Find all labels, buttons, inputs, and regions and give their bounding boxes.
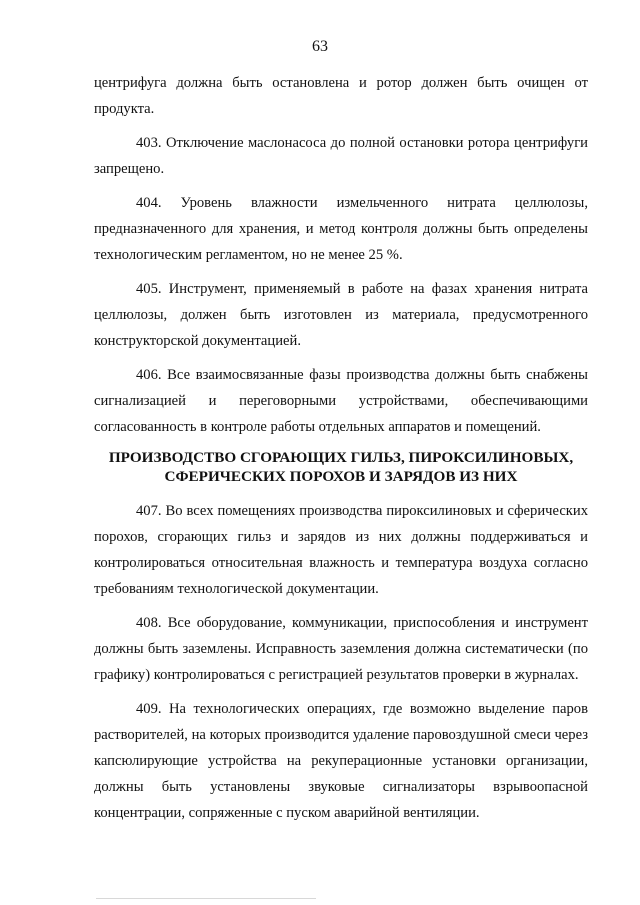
paragraph-406: 406. Все взаимосвязанные фазы производства должны быть снабжены сигнализацией и переговорными устройствами, обеспечивающими согласованность в контроле работы отдельных аппаратов и помещений. xyxy=(94,367,588,435)
paragraph-408: 408. Все оборудование, коммуникации, приспособления и инструмент должны быть заземлены. Исправность заземления должна систематически (по графику) контролироваться с регистрацией результатов проверки в журналах. xyxy=(94,615,588,683)
section-heading: ПРОИЗВОДСТВО СГОРАЮЩИХ ГИЛЬЗ, ПИРОКСИЛИНОВЫХ, СФЕРИЧЕСКИХ ПОРОХОВ И ЗАРЯДОВ ИЗ НИХ xyxy=(108,449,574,485)
paragraph-407: 407. Во всех помещениях производства пироксилиновых и сферических порохов, сгорающих гильз и зарядов из них должны поддерживаться и контролироваться относительная влажность и температура воздуха согласно требованиям технологической документации. xyxy=(94,503,588,597)
page-number: 63 xyxy=(312,38,328,55)
scan-artifact-line xyxy=(96,898,316,899)
paragraph-403: 403. Отключение маслонасоса до полной остановки ротора центрифуги запрещено. xyxy=(94,135,588,177)
paragraph-405: 405. Инструмент, применяемый в работе на фазах хранения нитрата целлюлозы, должен быть изготовлен из материала, предусмотренного конструкторской документацией. xyxy=(94,281,588,349)
paragraph-409: 409. На технологических операциях, где возможно выделение паров растворителей, на которых производится удаление паровоздушной смеси через капсюлирующие устройства на рекуперационные установки организации, должны быть установлены звуковые сигнализаторы взрывоопасной концентрации, сопряженные с пуском аварийной вентиляции. xyxy=(94,701,588,821)
document-body xyxy=(94,70,588,834)
paragraph-404: 404. Уровень влажности измельченного нитрата целлюлозы, предназначенного для хранения, и метод контроля должны быть определены технологическим регламентом, но не менее 25 %. xyxy=(94,195,588,263)
paragraph-continuation: центрифуга должна быть остановлена и ротор должен быть очищен от продукта. xyxy=(94,75,588,117)
